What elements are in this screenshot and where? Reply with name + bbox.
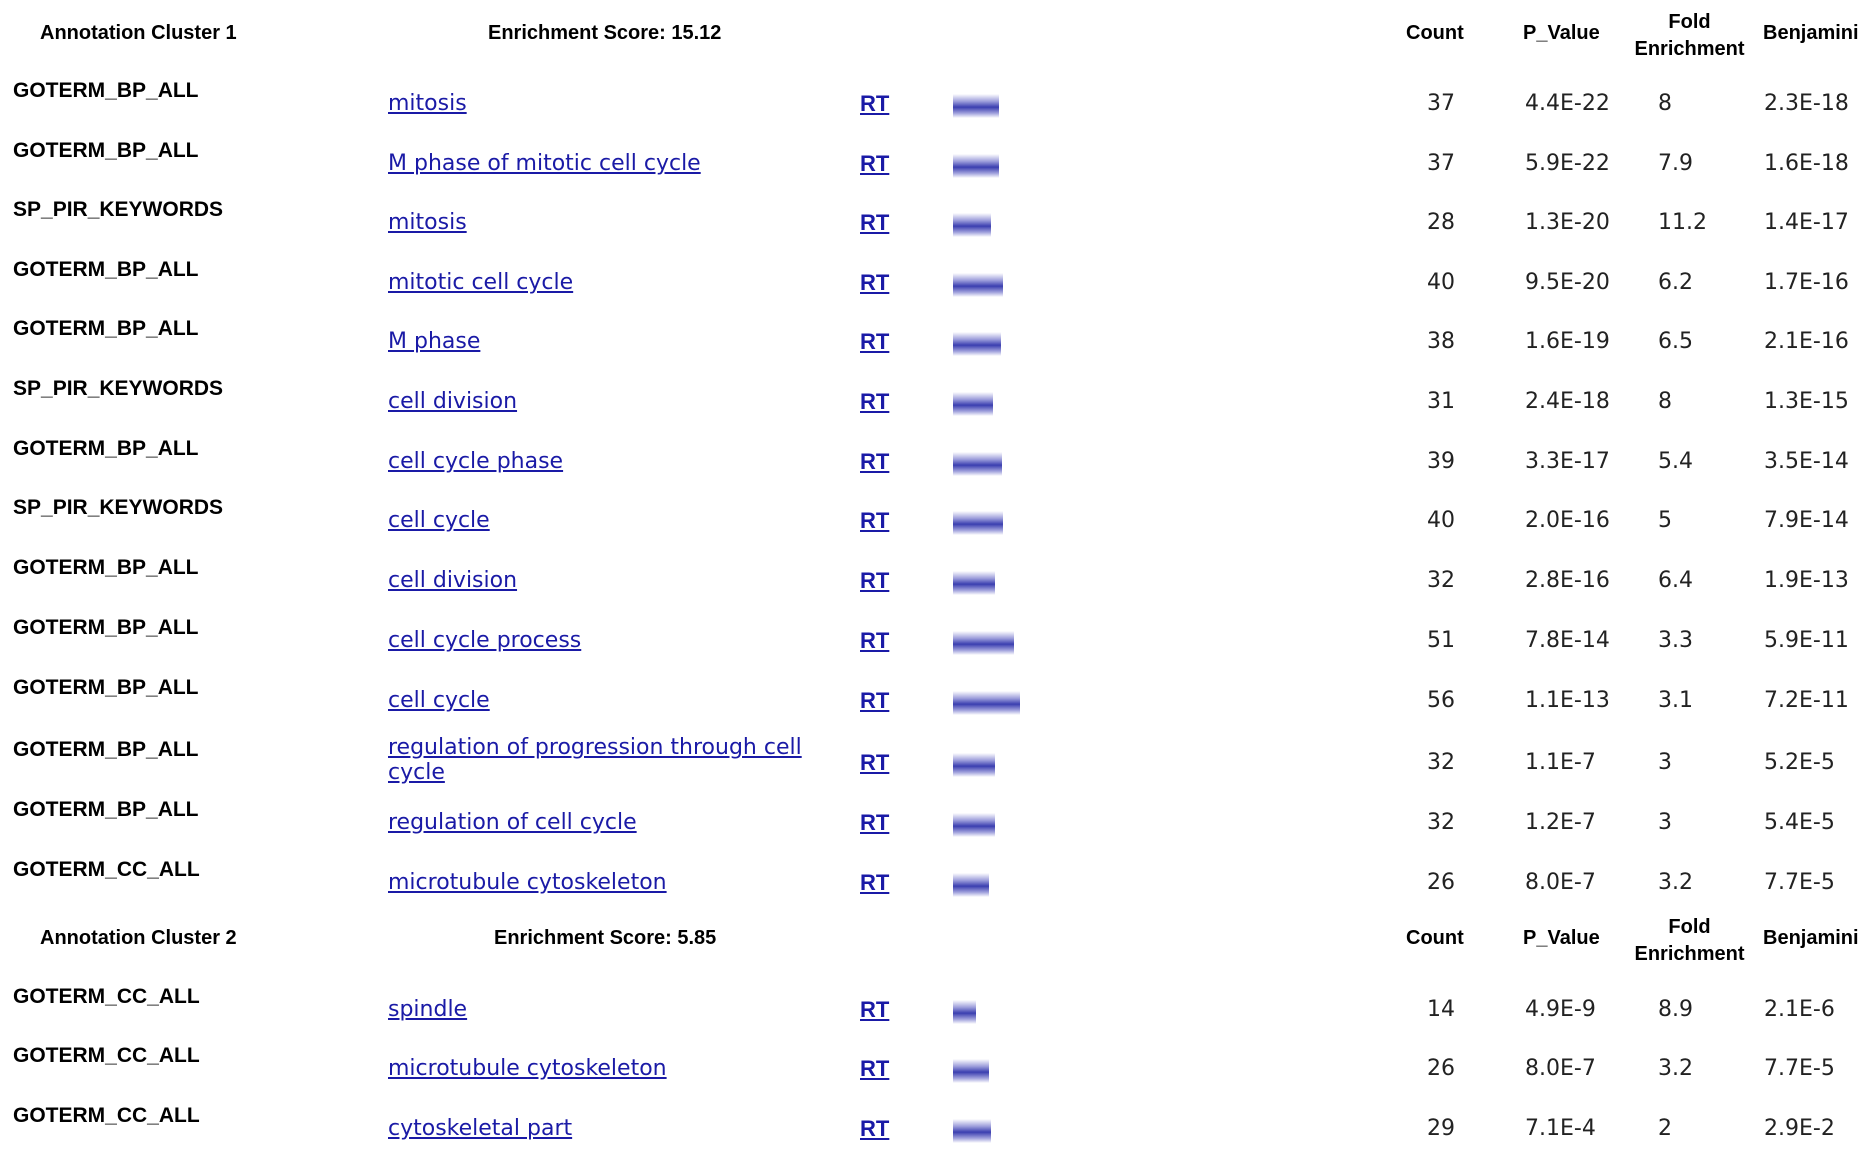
count-bar <box>953 1119 991 1143</box>
count-bar <box>953 1000 976 1024</box>
benjamini-value: 5.4E-5 <box>1764 810 1835 835</box>
category-label: GOTERM_BP_ALL <box>13 437 199 460</box>
cluster-1-header <box>0 11 1874 80</box>
table-row <box>0 1104 1874 1164</box>
fold-value: 5 <box>1658 508 1672 533</box>
fold-value: 3 <box>1658 750 1672 775</box>
table-row <box>0 735 1874 798</box>
pvalue-value: 8.0E-7 <box>1525 1056 1596 1081</box>
table-row <box>0 858 1874 918</box>
category-label: SP_PIR_KEYWORDS <box>13 377 224 400</box>
count-value: 29 <box>1427 1116 1455 1141</box>
related-terms-link[interactable]: RT <box>860 1116 890 1141</box>
benjamini-value: 1.4E-17 <box>1764 210 1849 235</box>
benjamini-value: 7.7E-5 <box>1764 870 1835 895</box>
cluster-title: Annotation Cluster 1 <box>40 22 237 44</box>
count-value: 32 <box>1427 810 1455 835</box>
category-label: GOTERM_BP_ALL <box>13 798 199 821</box>
category-label: GOTERM_BP_ALL <box>13 738 199 761</box>
category-label: GOTERM_CC_ALL <box>13 985 200 1008</box>
term-link[interactable]: cell division <box>388 568 518 593</box>
term-link[interactable]: mitosis <box>388 91 467 116</box>
enrichment-score: Enrichment Score: 5.85 <box>494 927 717 949</box>
fold-value: 3.1 <box>1658 688 1693 713</box>
category-label: GOTERM_BP_ALL <box>13 616 199 639</box>
fold-value: 8.9 <box>1658 997 1693 1022</box>
fold-enrichment-column-header: Fold Enrichment <box>1634 11 1745 60</box>
table-row <box>0 317 1874 377</box>
benjamini-value: 5.2E-5 <box>1764 750 1835 775</box>
fold-value: 3.2 <box>1658 870 1693 895</box>
term-link[interactable]: cytoskeletal part <box>388 1116 573 1141</box>
pvalue-value: 8.0E-7 <box>1525 870 1596 895</box>
table-row <box>0 437 1874 497</box>
count-value: 37 <box>1427 91 1455 116</box>
related-terms-link[interactable]: RT <box>860 151 890 176</box>
benjamini-value: 7.7E-5 <box>1764 1056 1835 1081</box>
benjamini-value: 2.1E-16 <box>1764 329 1849 354</box>
category-label: GOTERM_BP_ALL <box>13 79 199 102</box>
benjamini-value: 7.9E-14 <box>1764 508 1849 533</box>
category-label: SP_PIR_KEYWORDS <box>13 496 224 519</box>
category-label: GOTERM_CC_ALL <box>13 1104 200 1127</box>
term-link[interactable]: M phase of mitotic cell cycle <box>388 151 701 176</box>
term-link[interactable]: regulation of cell cycle <box>388 810 637 835</box>
related-terms-link[interactable]: RT <box>860 389 890 414</box>
count-bar <box>953 873 989 897</box>
related-terms-link[interactable]: RT <box>860 449 890 474</box>
count-bar <box>953 94 999 118</box>
table-row <box>0 1044 1874 1104</box>
related-terms-link[interactable]: RT <box>860 329 890 354</box>
pvalue-value: 2.4E-18 <box>1525 389 1610 414</box>
benjamini-value: 2.3E-18 <box>1764 91 1849 116</box>
count-bar <box>953 213 991 237</box>
enrichment-score: Enrichment Score: 15.12 <box>488 22 722 44</box>
cluster-title: Annotation Cluster 2 <box>40 927 237 949</box>
table-row <box>0 676 1874 736</box>
count-column-header: Count <box>1406 927 1464 949</box>
term-link[interactable]: cell cycle <box>388 688 490 713</box>
fold-value: 11.2 <box>1658 210 1707 235</box>
fold-value: 2 <box>1658 1116 1672 1141</box>
related-terms-link[interactable]: RT <box>860 870 890 895</box>
fold-value: 3 <box>1658 810 1672 835</box>
benjamini-value: 3.5E-14 <box>1764 449 1849 474</box>
category-label: SP_PIR_KEYWORDS <box>13 198 224 221</box>
pvalue-value: 1.6E-19 <box>1525 329 1610 354</box>
fold-value: 5.4 <box>1658 449 1693 474</box>
count-bar <box>953 392 993 416</box>
benjamini-value: 1.6E-18 <box>1764 151 1849 176</box>
benjamini-value: 5.9E-11 <box>1764 628 1849 653</box>
pvalue-value: 4.9E-9 <box>1525 997 1596 1022</box>
table-row <box>0 139 1874 199</box>
category-label: GOTERM_BP_ALL <box>13 258 199 281</box>
count-bar <box>953 154 999 178</box>
table-row <box>0 377 1874 437</box>
pvalue-column-header: P_Value <box>1523 927 1600 949</box>
count-value: 32 <box>1427 750 1455 775</box>
pvalue-value: 1.2E-7 <box>1525 810 1596 835</box>
term-link[interactable]: microtubule cytoskeleton <box>388 870 667 895</box>
count-value: 26 <box>1427 870 1455 895</box>
count-bar <box>953 753 995 777</box>
table-row <box>0 496 1874 556</box>
pvalue-value: 1.3E-20 <box>1525 210 1610 235</box>
related-terms-link[interactable]: RT <box>860 688 890 713</box>
table-row <box>0 79 1874 139</box>
table-row <box>0 616 1874 676</box>
category-label: GOTERM_BP_ALL <box>13 556 199 579</box>
pvalue-value: 1.1E-7 <box>1525 750 1596 775</box>
fold-value: 8 <box>1658 91 1672 116</box>
fold-value: 6.2 <box>1658 270 1693 295</box>
count-bar <box>953 631 1014 655</box>
pvalue-value: 2.0E-16 <box>1525 508 1610 533</box>
count-column-header: Count <box>1406 22 1464 44</box>
term-link[interactable]: regulation of progression through cell cycle <box>388 735 802 785</box>
count-value: 31 <box>1427 389 1455 414</box>
table-row <box>0 198 1874 258</box>
count-bar <box>953 813 995 837</box>
count-value: 38 <box>1427 329 1455 354</box>
pvalue-value: 7.8E-14 <box>1525 628 1610 653</box>
category-label: GOTERM_BP_ALL <box>13 139 199 162</box>
count-value: 14 <box>1427 997 1455 1022</box>
related-terms-link[interactable]: RT <box>860 508 890 533</box>
benjamini-column-header: Benjamini <box>1763 927 1859 949</box>
pvalue-value: 3.3E-17 <box>1525 449 1610 474</box>
pvalue-value: 2.8E-16 <box>1525 568 1610 593</box>
category-label: GOTERM_BP_ALL <box>13 317 199 340</box>
table-row <box>0 556 1874 616</box>
count-bar <box>953 1059 989 1083</box>
count-value: 37 <box>1427 151 1455 176</box>
pvalue-value: 5.9E-22 <box>1525 151 1610 176</box>
related-terms-link[interactable]: RT <box>860 628 890 653</box>
term-link[interactable]: mitosis <box>388 210 467 235</box>
related-terms-link[interactable]: RT <box>860 91 890 116</box>
count-bar <box>953 273 1003 297</box>
category-label: GOTERM_CC_ALL <box>13 1044 200 1067</box>
benjamini-value: 7.2E-11 <box>1764 688 1849 713</box>
count-value: 51 <box>1427 628 1455 653</box>
table-row <box>0 985 1874 1045</box>
related-terms-link[interactable]: RT <box>860 568 890 593</box>
category-label: GOTERM_BP_ALL <box>13 676 199 699</box>
cluster-2-header <box>0 916 1874 985</box>
count-value: 56 <box>1427 688 1455 713</box>
term-link[interactable]: mitotic cell cycle <box>388 270 574 295</box>
benjamini-value: 2.1E-6 <box>1764 997 1835 1022</box>
fold-enrichment-column-header: Fold Enrichment <box>1634 916 1745 965</box>
pvalue-column-header: P_Value <box>1523 22 1600 44</box>
fold-value: 8 <box>1658 389 1672 414</box>
count-value: 28 <box>1427 210 1455 235</box>
benjamini-value: 1.3E-15 <box>1764 389 1849 414</box>
count-value: 40 <box>1427 508 1455 533</box>
term-link[interactable]: cell cycle <box>388 508 490 533</box>
count-bar <box>953 691 1020 715</box>
pvalue-value: 7.1E-4 <box>1525 1116 1596 1141</box>
fold-value: 7.9 <box>1658 151 1693 176</box>
term-link[interactable]: spindle <box>388 997 468 1022</box>
fold-value: 3.2 <box>1658 1056 1693 1081</box>
category-label: GOTERM_CC_ALL <box>13 858 200 881</box>
table-row <box>0 258 1874 318</box>
count-bar <box>953 571 995 595</box>
related-terms-link[interactable]: RT <box>860 1056 890 1081</box>
benjamini-value: 2.9E-2 <box>1764 1116 1835 1141</box>
term-link[interactable]: microtubule cytoskeleton <box>388 1056 667 1081</box>
count-value: 32 <box>1427 568 1455 593</box>
count-value: 39 <box>1427 449 1455 474</box>
term-link[interactable]: M phase <box>388 329 481 354</box>
fold-value: 6.4 <box>1658 568 1693 593</box>
table-row <box>0 798 1874 858</box>
related-terms-link[interactable]: RT <box>860 270 890 295</box>
count-value: 26 <box>1427 1056 1455 1081</box>
term-link[interactable]: cell cycle process <box>388 628 582 653</box>
related-terms-link[interactable]: RT <box>860 810 890 835</box>
benjamini-column-header: Benjamini <box>1763 22 1859 44</box>
pvalue-value: 9.5E-20 <box>1525 270 1610 295</box>
fold-value: 3.3 <box>1658 628 1693 653</box>
benjamini-value: 1.9E-13 <box>1764 568 1849 593</box>
benjamini-value: 1.7E-16 <box>1764 270 1849 295</box>
term-link[interactable]: cell cycle phase <box>388 449 564 474</box>
count-bar <box>953 332 1001 356</box>
term-link[interactable]: cell division <box>388 389 518 414</box>
related-terms-link[interactable]: RT <box>860 997 890 1022</box>
fold-value: 6.5 <box>1658 329 1693 354</box>
pvalue-value: 1.1E-13 <box>1525 688 1610 713</box>
count-bar <box>953 452 1002 476</box>
pvalue-value: 4.4E-22 <box>1525 91 1610 116</box>
related-terms-link[interactable]: RT <box>860 210 890 235</box>
count-value: 40 <box>1427 270 1455 295</box>
count-bar <box>953 511 1003 535</box>
related-terms-link[interactable]: RT <box>860 750 890 775</box>
